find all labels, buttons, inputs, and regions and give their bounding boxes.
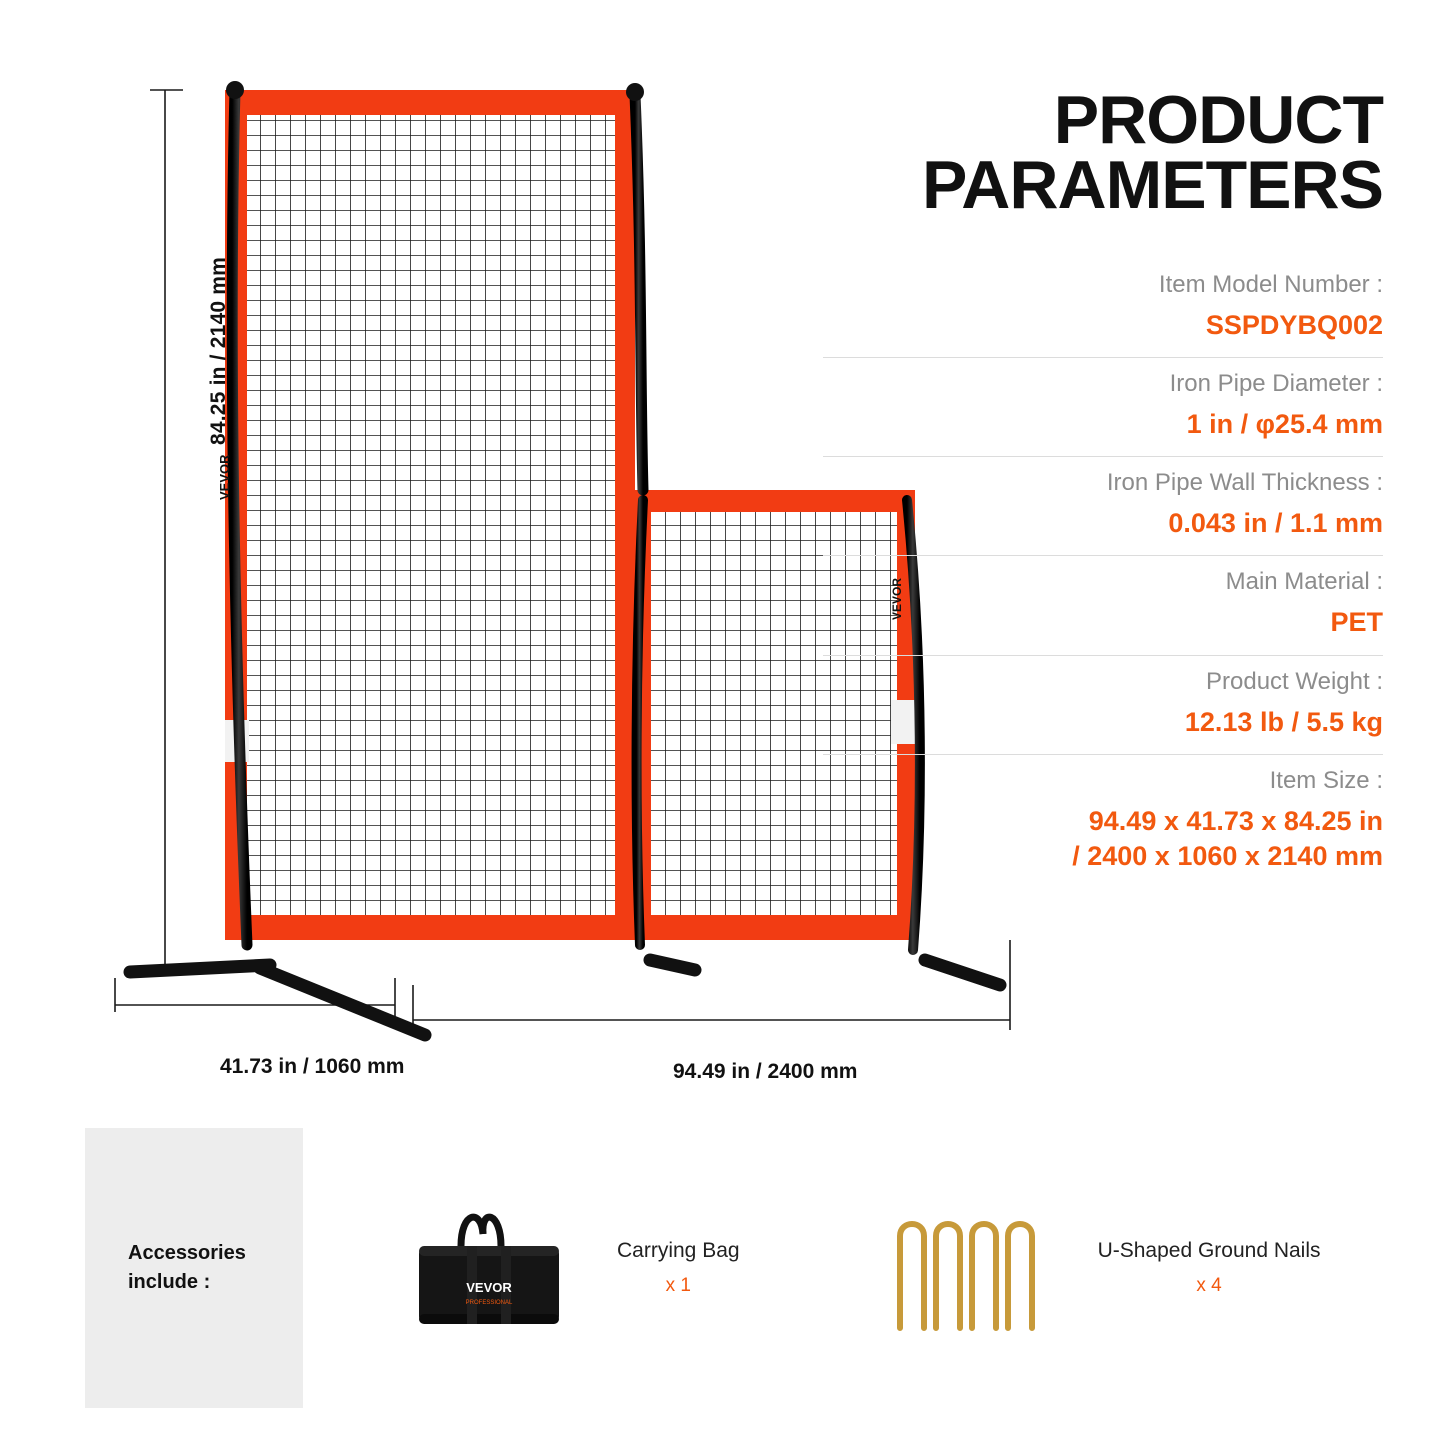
item-size-line2: / 2400 x 1060 x 2140 mm	[1072, 840, 1383, 871]
spec-list	[823, 259, 1383, 888]
parameters-panel	[823, 82, 1383, 888]
brand-mark-right: VEVOR	[890, 577, 904, 620]
support-legs	[130, 960, 1000, 1035]
spec-value	[823, 804, 1383, 874]
accessory-name: Carrying Bag	[617, 1239, 740, 1262]
accessories-section	[85, 1128, 1360, 1408]
svg-text:PROFESSIONAL: PROFESSIONAL	[465, 1300, 513, 1306]
tall-panel-mesh	[247, 115, 615, 915]
spec-label: Iron Pipe Diameter :	[1169, 370, 1383, 398]
accessory-text	[617, 1239, 740, 1297]
brand-mark-left: VEVOR	[217, 454, 232, 500]
page-title	[823, 82, 1383, 223]
spec-value: 0.043 in / 1.1 mm	[1168, 508, 1383, 539]
accessories-title-line1: Accessories	[128, 1242, 246, 1264]
svg-text:VEVOR: VEVOR	[466, 1280, 512, 1295]
spec-value: 12.13 lb / 5.5 kg	[1184, 706, 1383, 737]
dimension-width-label: 94.49 in / 2400 mm	[673, 1060, 858, 1083]
spec-row-main-material	[823, 556, 1383, 655]
page-title-line1: PRODUCT	[1053, 82, 1383, 158]
carrying-bag-icon	[389, 1188, 589, 1348]
spec-value: SSPDYBQ002	[1205, 310, 1383, 341]
page-title-line2: PARAMETERS	[922, 146, 1383, 223]
accessories-items	[303, 1128, 1360, 1408]
spec-label: Item Size :	[1269, 766, 1383, 794]
ground-nail-icon	[870, 1188, 1070, 1348]
spec-row-model	[823, 259, 1383, 358]
spec-value: 1 in / φ25.4 mm	[1186, 409, 1383, 440]
item-size-line1: 94.49 x 41.73 x 84.25 in	[1088, 805, 1383, 836]
accessory-name: U-Shaped Ground Nails	[1097, 1239, 1321, 1262]
spec-row-product-weight	[823, 656, 1383, 755]
accessory-item-carrying-bag	[303, 1128, 740, 1408]
spec-row-wall-thickness	[823, 457, 1383, 556]
accessory-text	[1098, 1239, 1321, 1297]
pole-cap-left	[226, 81, 244, 99]
spec-row-pipe-diameter	[823, 358, 1383, 457]
accessories-title	[110, 1239, 278, 1297]
dimension-height-label: 84.25 in / 2140 mm	[207, 256, 230, 445]
accessories-label-panel	[85, 1128, 303, 1408]
pole-cap-center	[626, 83, 644, 101]
accessories-title-line2: include :	[128, 1271, 211, 1293]
accessory-qty: x 1	[665, 1275, 691, 1296]
spec-label: Product Weight :	[1206, 667, 1383, 695]
spec-label: Item Model Number :	[1158, 271, 1383, 299]
accessory-qty: x 4	[1196, 1275, 1222, 1296]
dimension-depth-label: 41.73 in / 1060 mm	[220, 1055, 405, 1078]
spec-value: PET	[1330, 607, 1383, 638]
accessory-item-ground-nails	[740, 1128, 1321, 1408]
spec-label: Main Material :	[1225, 568, 1383, 596]
spec-label: Iron Pipe Wall Thickness :	[1106, 469, 1383, 497]
spec-row-item-size	[823, 755, 1383, 888]
